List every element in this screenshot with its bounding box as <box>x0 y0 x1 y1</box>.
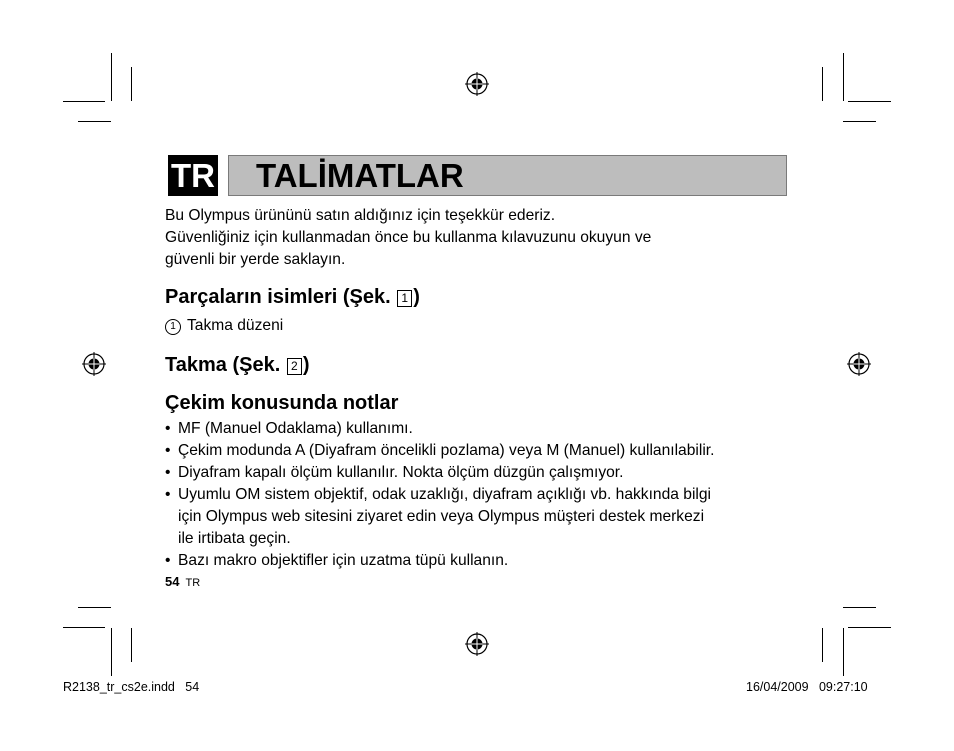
print-file-info: R2138_tr_cs2e.indd 54 <box>63 680 200 694</box>
intro-paragraph <box>165 205 651 271</box>
parts-item-label: Takma düzeni <box>187 317 284 334</box>
crop-mark <box>63 101 105 102</box>
registration-mark-icon <box>82 352 106 376</box>
registration-mark-icon <box>465 632 489 656</box>
notes-list <box>165 418 805 572</box>
bullet: • <box>165 552 171 569</box>
figure-number-box: 2 <box>287 358 302 375</box>
bullet: • <box>165 420 171 437</box>
bullet: • <box>165 486 171 503</box>
crop-mark <box>78 607 111 608</box>
heading-mounting <box>165 352 309 378</box>
crop-mark <box>843 53 844 101</box>
heading-text: ) <box>302 354 310 376</box>
list-item-line: ile irtibata geçin. <box>178 530 291 547</box>
page-title: TALİMATLAR <box>256 157 464 194</box>
heading-text: Parçaların isimleri (Şek. <box>165 286 391 308</box>
title-bar <box>228 155 787 196</box>
bullet: • <box>165 464 171 481</box>
crop-mark <box>111 53 112 101</box>
bullet: • <box>165 442 171 459</box>
page-number-value: 54 <box>165 574 180 589</box>
list-item-line: Bazı makro objektifler için uzatma tüpü kullanın. <box>178 552 509 569</box>
list-item-line: Diyafram kapalı ölçüm kullanılır. Nokta ölçüm düzgün çalışmıyor. <box>178 464 624 481</box>
list-item <box>165 418 805 440</box>
crop-mark <box>843 628 844 676</box>
registration-mark-icon <box>465 72 489 96</box>
list-item-line: için Olympus web sitesini ziyaret edin veya Olympus müşteri destek merkezi <box>178 508 705 525</box>
list-item-line: Çekim modunda A (Diyafram öncelikli pozlama) veya M (Manuel) kullanılabilir. <box>178 442 715 459</box>
intro-line: güvenli bir yerde saklayın. <box>165 251 346 268</box>
crop-mark <box>843 121 876 122</box>
figure-number-box: 1 <box>397 290 412 307</box>
crop-mark <box>131 67 132 101</box>
crop-mark <box>822 628 823 662</box>
page-number <box>165 573 200 591</box>
crop-mark <box>843 607 876 608</box>
heading-text: Takma (Şek. <box>165 354 281 376</box>
list-item-line: MF (Manuel Odaklama) kullanımı. <box>178 420 413 437</box>
intro-line: Bu Olympus ürününü satın aldığınız için teşekkür ederiz. <box>165 207 556 224</box>
registration-mark-icon <box>847 352 871 376</box>
crop-mark <box>848 627 891 628</box>
crop-mark <box>111 628 112 676</box>
parts-item <box>165 315 283 337</box>
crop-mark <box>131 628 132 662</box>
crop-mark <box>78 121 111 122</box>
language-badge: TR <box>168 155 218 196</box>
print-datetime: 16/04/2009 09:27:10 <box>746 680 868 694</box>
crop-mark <box>848 101 891 102</box>
list-item <box>165 484 805 550</box>
crop-mark <box>63 627 105 628</box>
heading-text: ) <box>413 286 420 308</box>
circled-number: 1 <box>165 319 181 335</box>
list-item-line: Uyumlu OM sistem objektif, odak uzaklığı, diyafram açıklığı vb. hakkında bilgi <box>178 486 712 503</box>
heading-parts <box>165 284 420 310</box>
crop-mark <box>822 67 823 101</box>
list-item <box>165 440 805 462</box>
heading-notes: Çekim konusunda notlar <box>165 392 399 414</box>
list-item <box>165 462 805 484</box>
page-language: TR <box>185 577 201 589</box>
intro-line: Güvenliğiniz için kullanmadan önce bu kullanma kılavuzunu okuyun ve <box>165 229 652 246</box>
list-item <box>165 550 805 572</box>
